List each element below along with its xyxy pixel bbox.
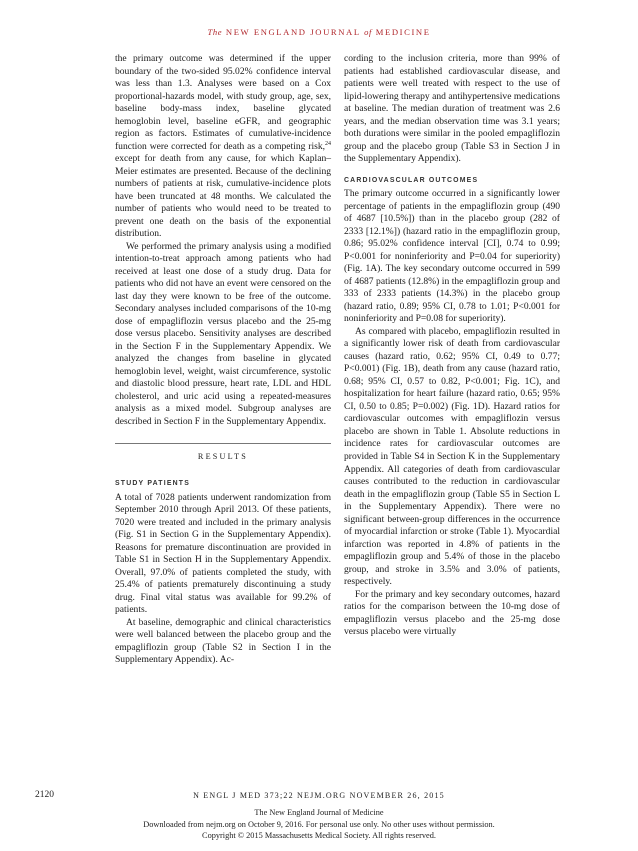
continued-paragraph: cording to the inclusion criteria, more than 99% of patients had established cardiovascular disease, and patients were well treated with respect to the use of lipid-lowering therapy and antihypertensive medications at baseline. The median duration of treatment was 2.6 years, and the median observation time was 3.1 years; both durations were similar in the pooled empagliflozin group and the placebo group (Table S3 in Section J in the Supplementary Appendix).	[344, 53, 560, 165]
outcomes-paragraph-3: For the primary and key secondary outcomes, hazard ratios for the comparison between the 10-mg dose of empagliflozin versus placebo and the 25-mg dose versus placebo were virtually	[344, 588, 560, 638]
study-patients-heading: STUDY PATIENTS	[115, 479, 190, 487]
study-patients-paragraph-1: A total of 7028 patients underwent randomization from September 2010 through April 2013. Of these patients, 7020 were treated and included in the primary analysis (Fig. S1 in Section G in the Supplementary Appendix). Reasons for premature discontinuation are provided in Table S1 in Section H in the Supplementary Appendix. Overall, 97.0% of patients completed the study, with 25.4% of patients prematurely discontinuing a study drug. Final vital status was available for 99.2% of patients.	[115, 491, 331, 616]
right-column	[344, 53, 560, 639]
methods-paragraph-1: the primary outcome was determined if the upper boundary of the two-sided 95.02% confidence interval was less than 1.3. Analyses were based on a Cox proportional-hazards model, with study group, age, sex, baseline body-mass index, baseline glycated hemoglobin level, baseline eGFR, and geographic region as factors. Estimates of cumulative-incidence function were corrected for death as a competing risk,$^{24}$ except for death from any cause, for which Kaplan–Meier estimates are presented. Because of the declining numbers of patients at risk, cumulative-incidence plots have been truncated at 48 months. We calculated the number of patients who would need to be treated to prevent one death on the basis of the exponential distribution.	[115, 53, 331, 240]
footer-citation: N ENGL J MED 373;22 NEJM.ORG NOVEMBER 26, 2015	[193, 791, 445, 800]
reference-superscript: 24	[325, 140, 331, 147]
cardiovascular-outcomes-heading: CARDIOVASCULAR OUTCOMES	[344, 176, 479, 184]
page-number: 2120	[35, 790, 54, 800]
outcomes-paragraph-1: The primary outcome occurred in a significantly lower percentage of patients in the empagliflozin group (490 of 4687 [10.5%]) than in the placebo group (282 of 2333 [12.1%]) (hazard ratio in the empagliflozin group, 0.86; 95.02% confidence interval [CI], 0.74 to 0.99; P<0.001 for noninferiority and P=0.04 for superiority) (Fig. 1A). The key secondary outcome occurred in 599 of 4687 patients (12.8%) in the empagliflozin group and 333 of 2333 patients (14.3%) in the placebo group (hazard ratio, 0.89; 95% CI, 0.78 to 1.01; P<0.001 for noninferiority and P=0.08 for superiority).	[344, 188, 560, 325]
outcomes-paragraph-2: As compared with placebo, empagliflozin resulted in a significantly lower risk of death from cardiovascular causes (hazard ratio, 0.62; 95% CI, 0.49 to 0.77; P<0.001) (Fig. 1B), death from any cause (hazard ratio, 0.68; 95% CI, 0.57 to 0.82, P<0.001; Fig. 1C), and hospitalization for heart failure (hazard ratio, 0.65; 95% CI, 0.50 to 0.85; P=0.002) (Fig. 1D). Hazard ratios for cardiovascular outcomes with empagliflozin versus placebo are shown in Table 1. Absolute reductions in incidence rates for cardiovascular outcomes are provided in Table S4 in Section K in the Supplementary Appendix. All categories of death from cardiovascular causes contributed to the reduction in cardiovascular death in the empagliflozin group (Table S5 in Section L in the Supplementary Appendix). There were no significant between-group differences in the occurrence of myocardial infarction or stroke (Table 1). Myocardial infarction was reported in 4.8% of patients in the empagliflozin group and 5.4% of those in the placebo group, and stroke in 3.5% and 3.0% of patients, respectively.	[344, 325, 560, 588]
running-head	[0, 27, 638, 37]
journal-name: NEW ENGLAND JOURNAL	[225, 27, 361, 37]
results-heading: RESULTS	[115, 443, 331, 464]
download-line-3: Copyright © 2015 Massachusetts Medical Society. All rights reserved.	[202, 831, 436, 841]
study-patients-paragraph-2: At baseline, demographic and clinical characteristics were well balanced between the placebo group and the empagliflozin group (Table S2 in Section I in the Supplementary Appendix). Ac-	[115, 616, 331, 666]
download-line-2: Downloaded from nejm.org on October 9, 2016. For personal use only. No other uses without permission.	[143, 819, 495, 829]
journal-of: of	[364, 27, 372, 37]
methods-paragraph-2: We performed the primary analysis using a modified intention-to-treat approach among patients who had received at least one dose of a study drug. Data for patients who did not have an event were censored on the last day they were known to be free of the outcome. Secondary analyses included comparisons of the 10-mg dose of empagliflozin versus placebo and the 25-mg dose versus placebo. Sensitivity analyses are described in the Section F in the Supplementary Appendix. We analyzed the changes from baseline in glycated hemoglobin level, weight, waist circumference, systolic and diastolic blood pressure, heart rate, LDL and HDL cholesterol, and uric acid using a repeated-measures analysis as a mixed model. Subgroup analyses are described in Section F in the Supplementary Appendix.	[115, 240, 331, 427]
download-line-1: The New England Journal of Medicine	[254, 808, 384, 817]
journal-the: The	[207, 27, 223, 37]
journal-medicine: MEDICINE	[375, 27, 431, 37]
download-notice	[0, 807, 638, 842]
left-column	[115, 53, 331, 667]
